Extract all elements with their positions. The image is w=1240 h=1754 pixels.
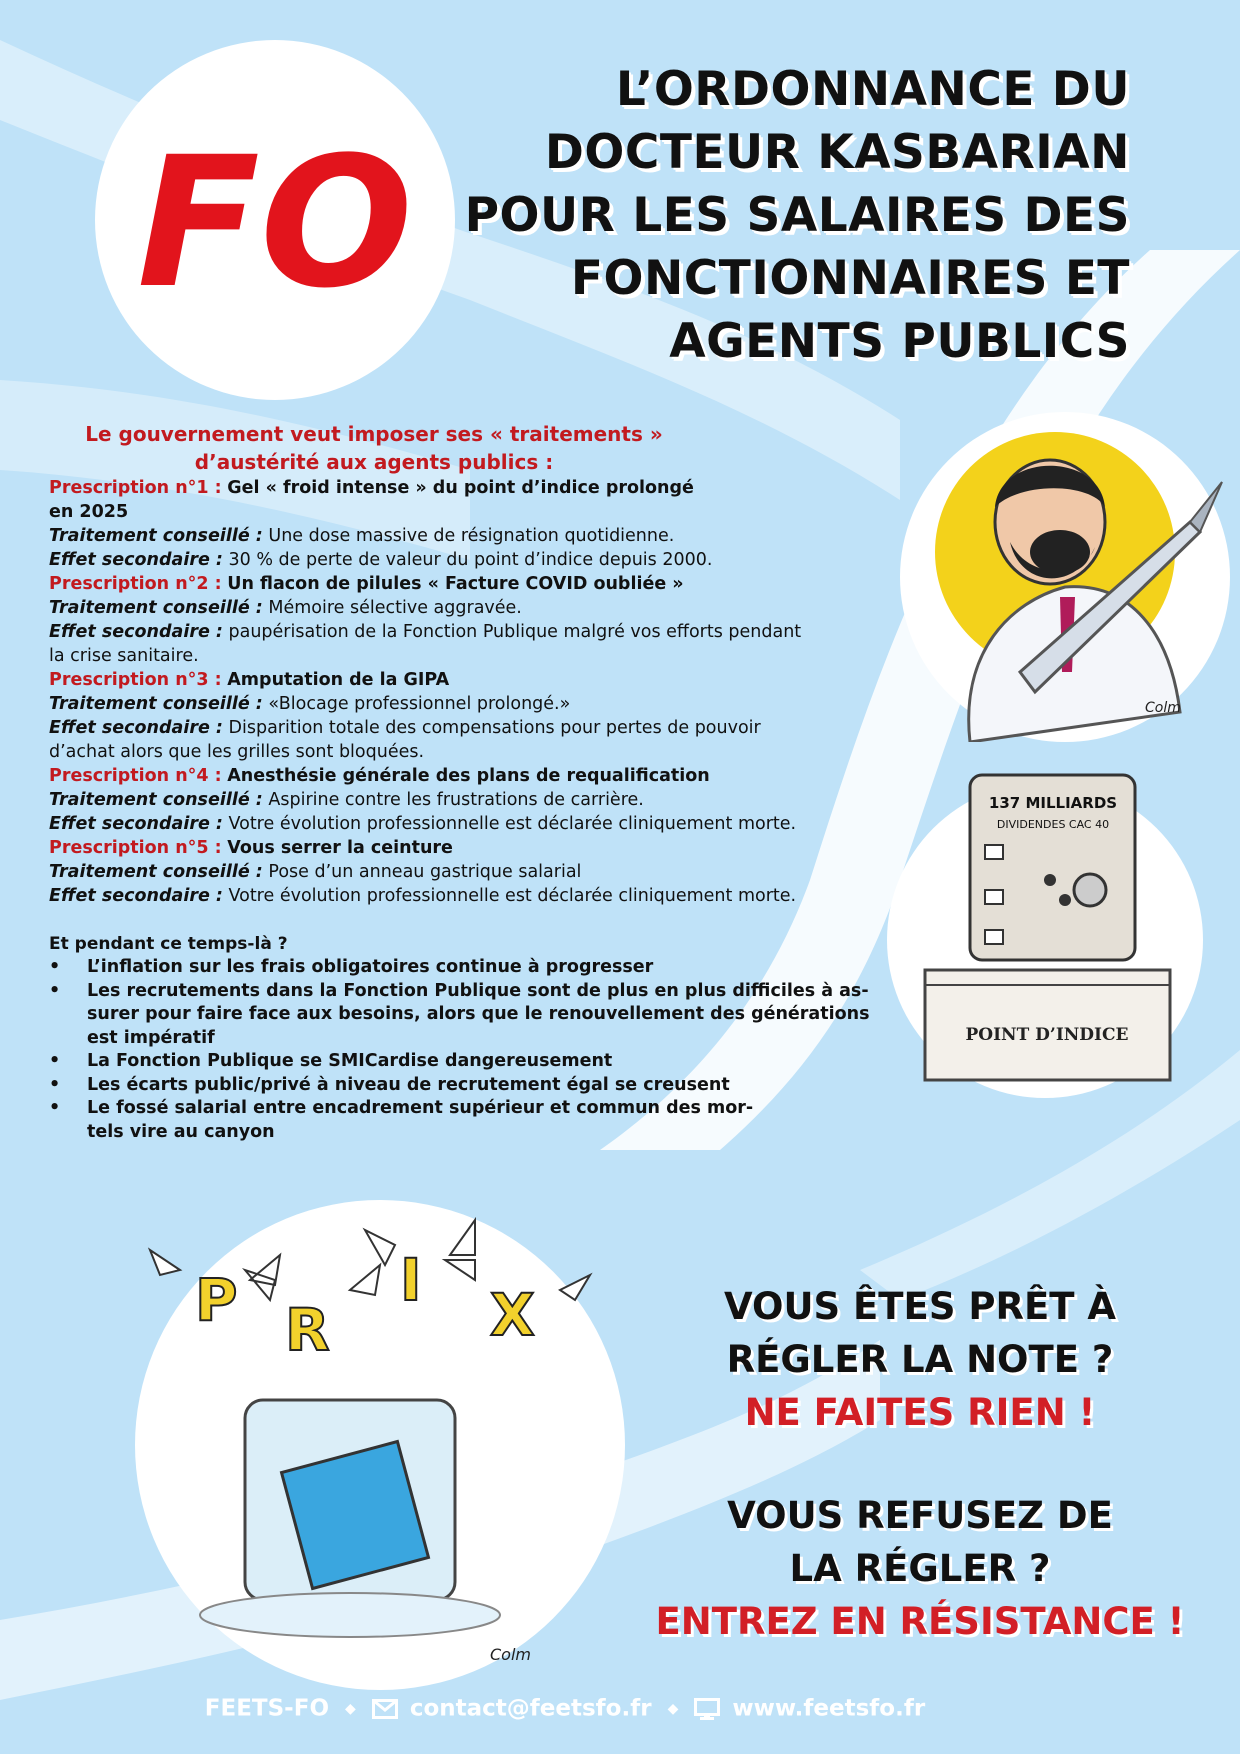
prescription-title-cont: en 2025 bbox=[49, 502, 129, 522]
prescription-label: Prescription n°4 : bbox=[49, 766, 222, 786]
effect-label: Effet secondaire : bbox=[49, 886, 223, 906]
effect-text-cont: la crise sanitaire. bbox=[49, 646, 199, 666]
list-item: • Le fossé salarial entre encadrement supérieur et commun des mor- tels vire au canyon bbox=[49, 1097, 889, 1144]
list-item: • L’inflation sur les frais obligatoires continue à progresser bbox=[49, 956, 889, 980]
list-item: • La Fonction Publique se SMICardise dangereusement bbox=[49, 1050, 889, 1074]
cta-answer-1: NE FAITES RIEN ! bbox=[744, 1391, 1096, 1434]
signature: Colm bbox=[1145, 700, 1181, 716]
page-title bbox=[370, 58, 1130, 373]
treatment-text: Mémoire sélective aggravée. bbox=[268, 598, 522, 618]
prescription-2 bbox=[49, 572, 889, 668]
prescription-label: Prescription n°3 : bbox=[49, 670, 222, 690]
footer-org: FEETS-FO bbox=[204, 1695, 329, 1722]
meanwhile-list bbox=[49, 956, 889, 1144]
fo-logo-text: FO bbox=[137, 119, 413, 328]
body-text bbox=[49, 420, 889, 1144]
prescription-title: Anesthésie générale des plans de requalification bbox=[227, 766, 710, 786]
cta-question-2: LA RÉGLER ? bbox=[789, 1547, 1051, 1590]
price-letter: P bbox=[195, 1266, 238, 1334]
effect-label: Effet secondaire : bbox=[49, 550, 223, 570]
prescription-title: Amputation de la GIPA bbox=[227, 670, 450, 690]
title-line: AGENTS PUBLICS bbox=[669, 314, 1130, 369]
treatment-label: Traitement conseillé : bbox=[49, 694, 263, 714]
effect-text: paupérisation de la Fonction Publique malgré vos efforts pendant bbox=[228, 622, 802, 642]
effect-text: 30 % de perte de valeur du point d’indice depuis 2000. bbox=[228, 550, 713, 570]
prescription-label: Prescription n°2 : bbox=[49, 574, 222, 594]
price-letter: I bbox=[400, 1246, 422, 1314]
prescription-title: Gel « froid intense » du point d’indice prolongé bbox=[227, 478, 694, 498]
prescription-1 bbox=[49, 476, 889, 572]
price-letter: R bbox=[285, 1296, 330, 1364]
safe-illustration bbox=[885, 770, 1205, 1100]
cta-answer-2: ENTREZ EN RÉSISTANCE ! bbox=[655, 1600, 1185, 1643]
diamond-icon: ◆ bbox=[345, 1700, 356, 1717]
safe-top-label: 137 MILLIARDS bbox=[988, 794, 1118, 812]
treatment-text: Pose d’un anneau gastrique salarial bbox=[268, 862, 582, 882]
cta-question-2: VOUS REFUSEZ DE bbox=[727, 1494, 1113, 1537]
list-item: • Les recrutements dans la Fonction Publique sont de plus en plus difficiles à as- surer pour faire face aux besoins, alors que le renouvellement des générations est impératif bbox=[49, 980, 889, 1051]
treatment-label: Traitement conseillé : bbox=[49, 526, 263, 546]
prescription-title: Vous serrer la ceinture bbox=[227, 838, 453, 858]
title-line: L’ORDONNANCE DU bbox=[615, 62, 1130, 117]
prescription-5 bbox=[49, 836, 889, 908]
safe-base-label: POINT D’INDICE bbox=[965, 1025, 1129, 1045]
treatment-label: Traitement conseillé : bbox=[49, 790, 263, 810]
title-line: POUR LES SALAIRES DES bbox=[464, 188, 1130, 243]
prescription-title: Un flacon de pilules « Facture COVID oubliée » bbox=[227, 574, 684, 594]
intro-line: Le gouvernement veut imposer ses « traitements » bbox=[85, 422, 663, 446]
safe-sub-label: DIVIDENDES CAC 40 bbox=[996, 818, 1110, 831]
prescription-3 bbox=[49, 668, 889, 764]
effect-text: Disparition totale des compensations pour pertes de pouvoir bbox=[228, 718, 761, 738]
footer bbox=[0, 1695, 1130, 1722]
email-icon bbox=[372, 1699, 398, 1719]
list-item: • Les écarts public/privé à niveau de recrutement égal se creusent bbox=[49, 1074, 889, 1098]
treatment-label: Traitement conseillé : bbox=[49, 598, 263, 618]
doctor-illustration bbox=[900, 412, 1230, 742]
effect-label: Effet secondaire : bbox=[49, 622, 223, 642]
effect-text-cont: d’achat alors que les grilles sont bloquées. bbox=[49, 742, 425, 762]
treatment-text: Une dose massive de résignation quotidienne. bbox=[268, 526, 675, 546]
treatment-text: «Blocage professionnel prolongé.» bbox=[268, 694, 571, 714]
treatment-text: Aspirine contre les frustrations de carrière. bbox=[268, 790, 644, 810]
title-line: DOCTEUR KASBARIAN bbox=[544, 125, 1130, 180]
title-line: FONCTIONNAIRES ET bbox=[570, 251, 1130, 306]
footer-email-link[interactable]: contact@feetsfo.fr bbox=[409, 1695, 652, 1722]
prescription-4 bbox=[49, 764, 889, 836]
signature: Colm bbox=[490, 1645, 531, 1664]
effect-label: Effet secondaire : bbox=[49, 718, 223, 738]
meanwhile-question: Et pendant ce temps-là ? bbox=[49, 934, 288, 954]
call-to-action bbox=[600, 1280, 1240, 1648]
cta-question-1: RÉGLER LA NOTE ? bbox=[726, 1338, 1114, 1381]
prescription-label: Prescription n°1 : bbox=[49, 478, 222, 498]
prices-illustration bbox=[120, 1170, 640, 1690]
effect-text: Votre évolution professionnelle est déclarée cliniquement morte. bbox=[228, 886, 797, 906]
monitor-icon bbox=[694, 1698, 720, 1720]
diamond-icon: ◆ bbox=[667, 1700, 679, 1717]
intro-line: d’austérité aux agents publics : bbox=[194, 450, 554, 474]
treatment-label: Traitement conseillé : bbox=[49, 862, 263, 882]
intro-heading bbox=[49, 420, 699, 476]
effect-text: Votre évolution professionnelle est déclarée cliniquement morte. bbox=[228, 814, 797, 834]
price-letter: X bbox=[490, 1281, 535, 1349]
effect-label: Effet secondaire : bbox=[49, 814, 223, 834]
footer-website-link[interactable]: www.feetsfo.fr bbox=[732, 1695, 926, 1722]
prescription-label: Prescription n°5 : bbox=[49, 838, 222, 858]
cta-question-1: VOUS ÊTES PRÊT À bbox=[724, 1285, 1116, 1328]
